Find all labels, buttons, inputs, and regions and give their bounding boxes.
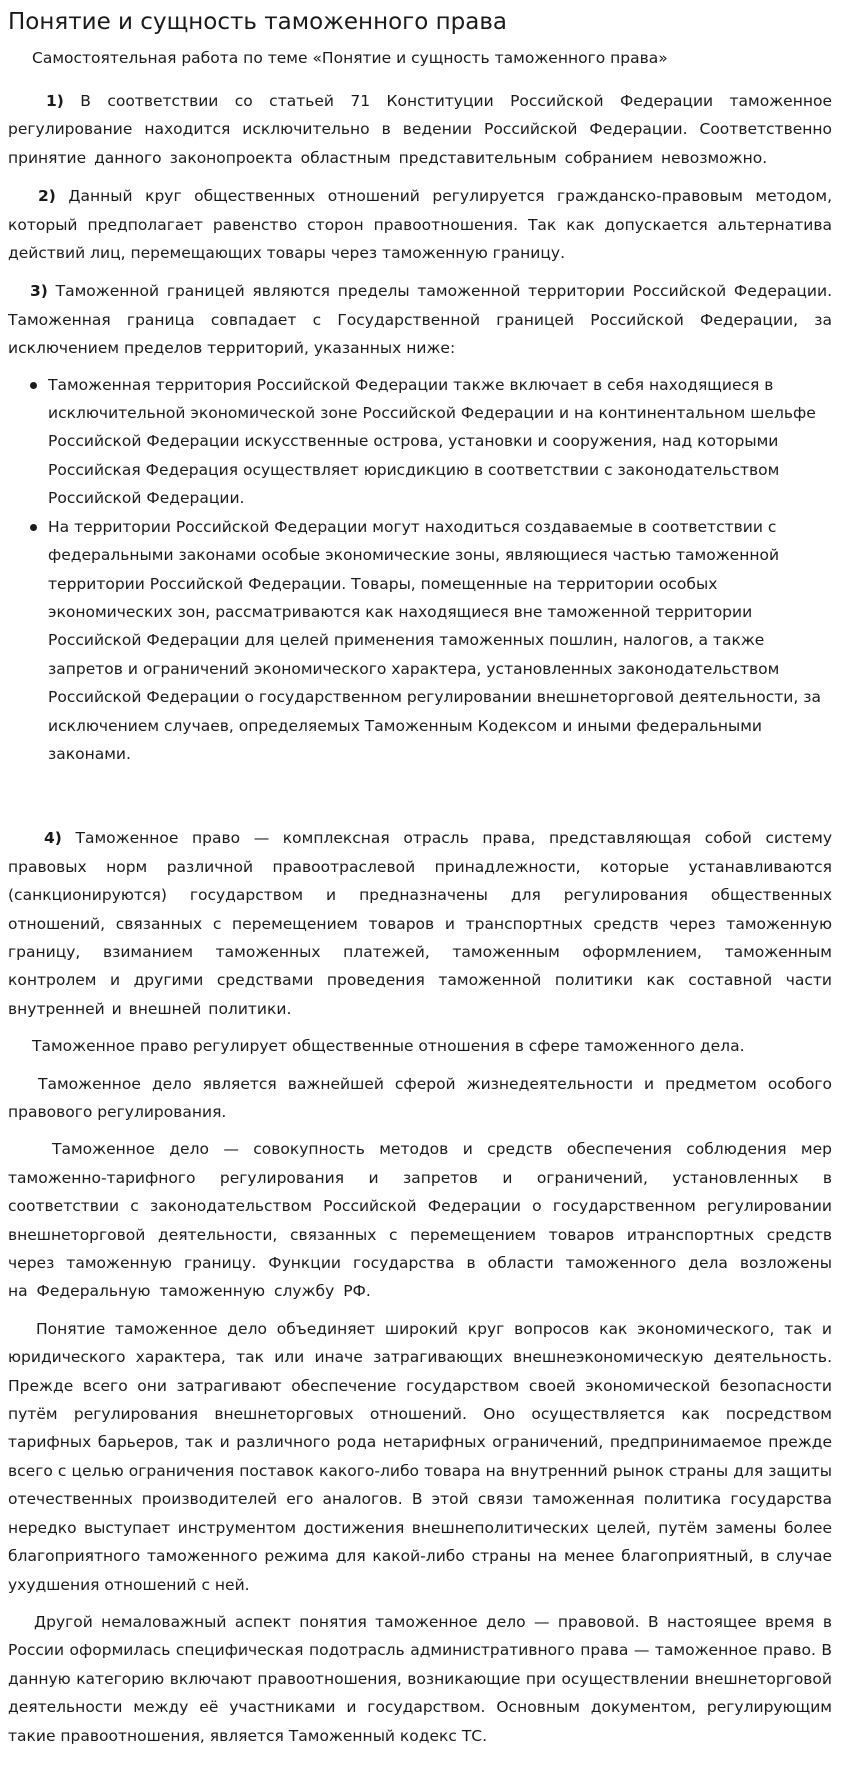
list-item [48,371,832,513]
paragraph-9: Другой немаловажный аспект понятия таможенное дело — правовой. В настоящее время в России оформилась специфическая подотрасль административного права — таможенное право. В данную категорию включают правоотношения, возникающие при осуществлении внешнеторговой деятельности между её участниками и государством. Основным документом, регулирующим такие правоотношения, является Таможенный кодекс ТС. [8,1612,832,1745]
paragraph-1-number: 1) [46,92,64,110]
paragraph-3-text: Таможенной границей являются пределы таможенной территории Российской Федерации. Таможенная граница совпадает с Государственной границей Российской Федерации, за исключением пределов территорий, указанных ниже: [8,282,832,358]
page-title: Понятие и сущность таможенного права [8,9,508,35]
document-subtitle: Самостоятельная работа по теме «Понятие и сущность таможенного права» [32,49,668,67]
paragraph-3-number: 3) [30,282,48,301]
paragraph-7: Таможенное дело — совокупность методов и средств обеспечения соблюдения мер таможенно-тарифного регулирования и запретов и ограничений, установленных в соответствии с законодательством Российской Федерации о государственном регулировании внешнеторговой деятельности, связанных с перемещением товаров итранспортных средств через таможенную границу. Функции государства в области таможенного дела возложены на Федеральную таможенную службу РФ. [8,1140,832,1301]
paragraph-1 [8,87,832,172]
paragraph-2-text: Данный круг общественных отношений регулируется гражданско-правовым методом, который предполагает равенство сторон правоотношения. Так как допускается альтернатива действий лиц, перемещающих товары через таможенную границу. [8,187,832,263]
bullet-list [8,371,832,769]
paragraph-4 [8,824,832,1023]
paragraph-5: Таможенное право регулирует общественные отношения в сфере таможенного дела. [32,1037,745,1056]
paragraph-4-text: Таможенное право — комплексная отрасль права, представляющая собой систему правовых норм различной правоотраслевой принадлежности, которые устанавливаются (санкционируются) государством и предназначены для регулирования общественных отношений, связанных с перемещением товаров и транспортных средств через таможенную границу, взиманием таможенных платежей, таможенным оформлением, таможенным контролем и другими средствами проведения таможенной политики как составной части внутренней и внешней политики. [8,829,832,1018]
paragraph-4-number: 4) [44,829,62,848]
list-item-text: Таможенная территория Российской Федерации также включает в себя находящиеся в исключительной экономической зоне Российской Федерации и на континентальном шельфе Российской Федерации искусственные острова, установки и сооружения, над которыми Российская Федерация осуществляет юрисдикцию в соответствии с законодательством Российской Федерации. [48,375,816,508]
bullet-icon [30,524,37,531]
list-item [48,513,832,769]
list-item-text: На территории Российской Федерации могут находиться создаваемые в соответствии с федеральными законами особые экономические зоны, являющиеся частью таможенной территории Российской Федерации. Товары, помещенные на территории особых экономических зон, рассматриваются как находящиеся вне таможенной территории Российской Федерации для целей применения таможенных пошлин, налогов, а также запретов и ограничений экономического характера, установленных законодательством Российской Федерации о государственном регулировании внешнеторговой деятельности, за исключением случаев, определяемых Таможенным Кодексом и иными федеральными законами. [48,517,821,763]
paragraph-3 [8,277,832,362]
paragraph-2 [8,182,832,267]
paragraph-2-number: 2) [38,187,56,206]
document-page [0,8,832,1750]
paragraph-6: Таможенное дело является важнейшей сферой жизнедеятельности и предметом особого правового регулирования. [8,1074,832,1121]
bullet-icon [30,382,37,389]
paragraph-1-text: В соответствии со статьей 71 Конституции Российской Федерации таможенное регулирование находится исключительно в ведении Российской Федерации. Соответственно принятие данного законопроекта областным представительным собранием невозможно. [8,92,832,167]
paragraph-8: Понятие таможенное дело объединяет широкий круг вопросов как экономического, так и юридического характера, так или иначе затрагивающих внешнеэкономическую деятельность. Прежде всего они затрагивают обеспечение государством своей экономической безопасности путём регулирования внешнеторговых отношений. Оно осуществляется как посредством тарифных барьеров, так и различного рода нетарифных ограничений, предпринимаемое прежде всего с целью ограничения поставок какого-либо товара на внутренний рынок страны для защиты отечественных производителей его аналогов. В этой связи таможенная политика государства нередко выступает инструментом достижения внешнеполитических целей, путём замены более благоприятного таможенного режима для какой-либо страны на менее благоприятный, в случае ухудшения отношений с ней. [8,1319,832,1594]
